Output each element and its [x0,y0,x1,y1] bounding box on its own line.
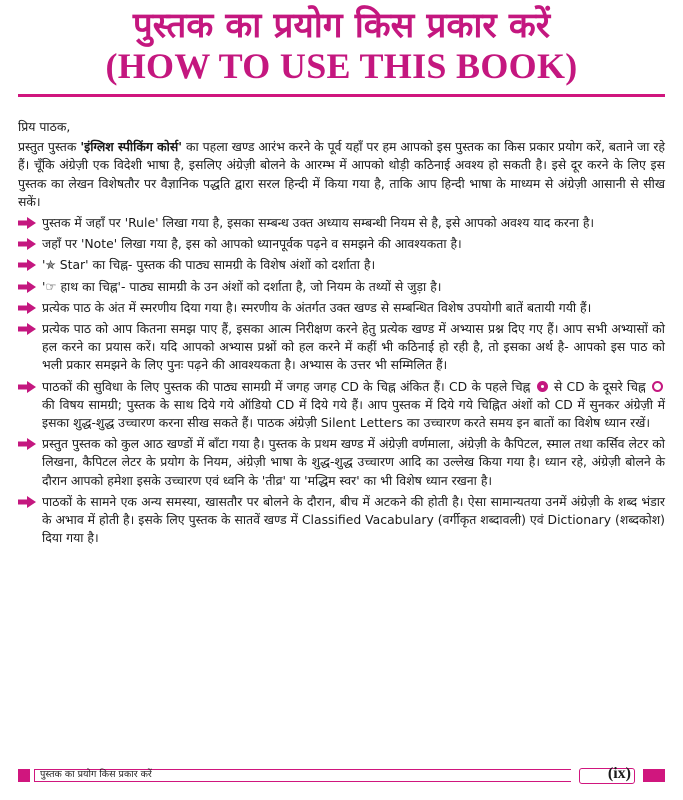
salutation: प्रिय पाठक, [18,119,71,134]
right-arrow-icon [18,238,36,250]
cd-end-icon [652,381,663,392]
bullet-item-khand [18,435,665,490]
right-arrow-icon [18,438,36,450]
bullet-item-star [18,256,665,274]
page-title-english: (HOW TO USE THIS BOOK) [105,46,578,86]
bullet-text: पाठकों के सामने एक अन्य समस्या, खासतौर पर बोलने के दौरान, बीच में अटकने की होती है। ऐसा सामान्यतया उनमें अंग्रेज़ी के शब्द भंडार के अभाव में होती है। इसके लिए पुस्तक के सातवें खण्ड में Classified Vacabulary (वर्गीकृत शब्दावली) एवं Dictionary (शब्दकोश) दिया गया है। [42,493,665,546]
bullet-item-vocabulary [18,493,665,548]
bullet-text: से CD के दूसरे चिह्न [553,378,646,394]
right-arrow-icon [18,217,36,229]
footer-running-title: पुस्तक का प्रयोग किस प्रकार करें [40,769,152,780]
intro-text-1: प्रस्तुत पुस्तक [18,139,81,155]
bullet-item-cd [18,378,665,433]
footer-left-decoration [18,769,30,782]
bullet-text: की विषय सामग्री; पुस्तक के साथ दिये गये ऑडियो CD में दिये गये हैं। आप पुस्तक में दिये गये चिह्नित अंशों को CD में सुनकर अंग्रेज़ी में इसका शुद्ध-शुद्ध उच्चारण करना सीख सकते हैं। पाठक अंग्रेज़ी Silent Letters का उच्चारण करते समय इन बातों का विशेष ध्यान रखें। [42,396,665,431]
right-arrow-icon [18,302,36,314]
bullet-item-note [18,235,665,253]
right-arrow-icon [18,281,36,293]
footer-right-decoration [643,769,665,782]
intro-text-2: का पहला खण्ड आरंभ करने के पूर्व यहाँ पर हम आपको इस पुस्तक का किस प्रकार प्रयोग करें, बताने जा रहे हैं। चूँकि अंग्रेज़ी एक विदेशी भाषा है, इसलिए अंग्रेज़ी बोलने के आरम्भ में आपको थोड़ी कठिनाई अवश्य हो सकती है। इसे दूर करने के लिए इस पुस्तक का लेखन विशेषतौर पर वैज्ञानिक पद्धति द्वारा सरल हिन्दी में किया गया है, ताकि आप हिन्दी भाषा के माध्यम से अंग्रेज़ी आसानी से सीख सकें। [18,139,666,209]
bullet-text: पाठकों की सुविधा के लिए पुस्तक की पाठ्य सामग्री में जगह जगह CD के चिह्न अंकित हैं। CD के पहले चिह्न [42,378,531,394]
bullet-text: प्रत्येक पाठ के अंत में स्मरणीय दिया गया है। स्मरणीय के अंतर्गत उक्त खण्ड से सम्बन्धित विशेष उपयोगी बातें बतायी गयी हैं। [42,299,592,315]
cd-start-icon [537,381,548,392]
bullet-item-smarniya [18,299,665,317]
intro-paragraph [18,138,665,211]
title-divider [18,94,665,97]
bullet-text: पुस्तक में जहाँ पर 'Rule' लिखा गया है, इसका सम्बन्ध उक्त अध्याय सम्बन्धी नियम से है, इसे आपको अवश्य याद करना है। [42,215,595,231]
bullet-item-abhyas [18,320,665,375]
bullet-text: '☞ हाथ का चिह्न'- पाठ्य सामग्री के उन अंशों को दर्शाता है, जो नियम के तथ्यों से जुड़ा है। [42,278,442,294]
right-arrow-icon [18,496,36,508]
right-arrow-icon [18,323,36,335]
bullet-text: प्रत्येक पाठ को आप कितना समझ पाए हैं, इसका आत्म निरीक्षण करने हेतु प्रत्येक खण्ड में अभ्यास प्रश्न दिए गए हैं। आप सभी अभ्यासों को हल करने का प्रयास करें। यदि आपको अभ्यास प्रश्नों को हल करने में कहीं भी कठिनाई हो रही है, तो इसका अर्थ है- आपको इस पाठ को भली प्रकार समझने के लिए पुनः पढ़ने की आवश्यकता है। अभ्यास के उत्तर भी सम्मिलित हैं। [42,321,665,373]
page-title-hindi: पुस्तक का प्रयोग किस प्रकार करें [132,6,551,46]
right-arrow-icon [18,381,36,393]
bullet-text: '✯ Star' का चिह्न- पुस्तक की पाठ्य सामग्री के विशेष अंशों को दर्शाता है। [42,257,376,273]
body-text [18,118,665,550]
book-name: 'इंग्लिश स्पीकिंग कोर्स' [80,139,183,155]
page-number: (ix) [607,765,631,782]
bullet-item-rule [18,214,665,232]
bullet-text: जहाँ पर 'Note' लिखा गया है, इस को आपको ध्यानपूर्वक पढ़ने व समझने की आवश्यकता है। [42,236,462,252]
page-footer [18,765,665,784]
bullet-item-hand [18,278,665,296]
right-arrow-icon [18,259,36,271]
bullet-text: प्रस्तुत पुस्तक को कुल आठ खण्डों में बाँटा गया है। पुस्तक के प्रथम खण्ड में अंग्रेज़ी वर्णमाला, अंग्रेज़ी के कैपिटल, स्माल तथा कर्सिव लेटर को लिखना, कैपिटल लेटर के प्रयोग के नियम, अंग्रेज़ी भाषा के शुद्ध-शुद्ध उच्चारण आदि का उल्लेख किया गया है। ध्यान रहे, अंग्रेज़ी बोलने के दौरान आपको हमेशा इसके उच्चारण एवं ध्वनि के 'तीव्र' या 'मद्धिम स्वर' का भी विशेष ध्यान रखना है। [42,436,665,488]
